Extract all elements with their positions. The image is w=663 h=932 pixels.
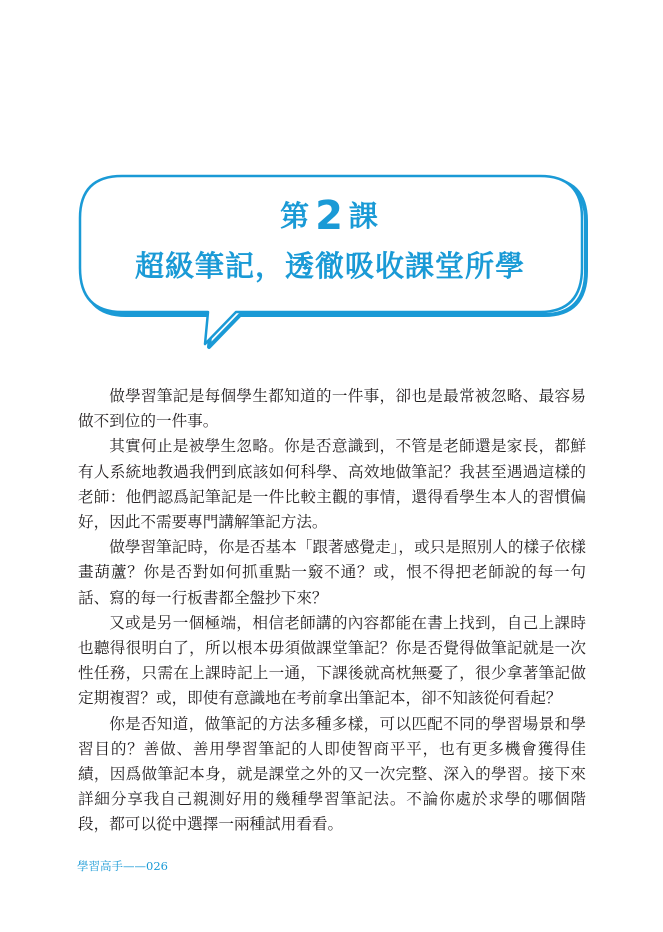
- chapter-prefix: 第: [280, 199, 312, 233]
- chapter-title: 超級筆記，透徹吸收課堂所學: [134, 249, 525, 283]
- paragraph: 又或是另一個極端，相信老師講的內容都能在書上找到，自己上課時也聽得很明白了，所以根本毋須做課堂筆記？你是否覺得做筆記就是一次性任務，只需在上課時記上一通，下課後就高枕無憂了，很少拿著筆記做定期複習？或，即使有意識地在考前拿出筆記本，卻不知該從何看起？: [78, 613, 586, 708]
- page-footer: 學習高手——026: [77, 859, 168, 873]
- chapter-number: 2: [315, 193, 345, 239]
- body-text: [78, 384, 586, 838]
- paragraph: 做學習筆記時，你是否基本「跟著感覺走」，或只是照別人的樣子依樣畫葫蘆？你是否對如何抓重點一竅不通？或，恨不得把老師說的每一句話、寫的每一行板書都全盤抄下來？: [78, 538, 586, 607]
- paragraph: 你是否知道，做筆記的方法多種多樣，可以匹配不同的學習場景和學習目的？善做、善用學習筆記的人即使智商平平，也有更多機會獲得佳績，因爲做筆記本身，就是課堂之外的又一次完整、深入的學習。接下來詳細分享我自己親測好用的幾種學習筆記法。不論你處於求學的哪個階段，都可以從中選擇一兩種試用看看。: [78, 714, 586, 834]
- chapter-title-block: [82, 193, 578, 288]
- paragraph: 其實何止是被學生忽略。你是否意識到，不管是老師還是家長，都鮮有人系統地教過我們到底該如何科學、高效地做筆記？我甚至遇過這樣的老師：他們認爲記筆記是一件比較主觀的事情，還得看學生本人的習慣偏好，因此不需要專門講解筆記方法。: [78, 437, 586, 532]
- chapter-suffix: 課: [348, 199, 380, 233]
- paragraph: 做學習筆記是每個學生都知道的一件事，卻也是最常被忽略、最容易做不到位的一件事。: [78, 387, 586, 431]
- chapter-heading: [82, 193, 578, 239]
